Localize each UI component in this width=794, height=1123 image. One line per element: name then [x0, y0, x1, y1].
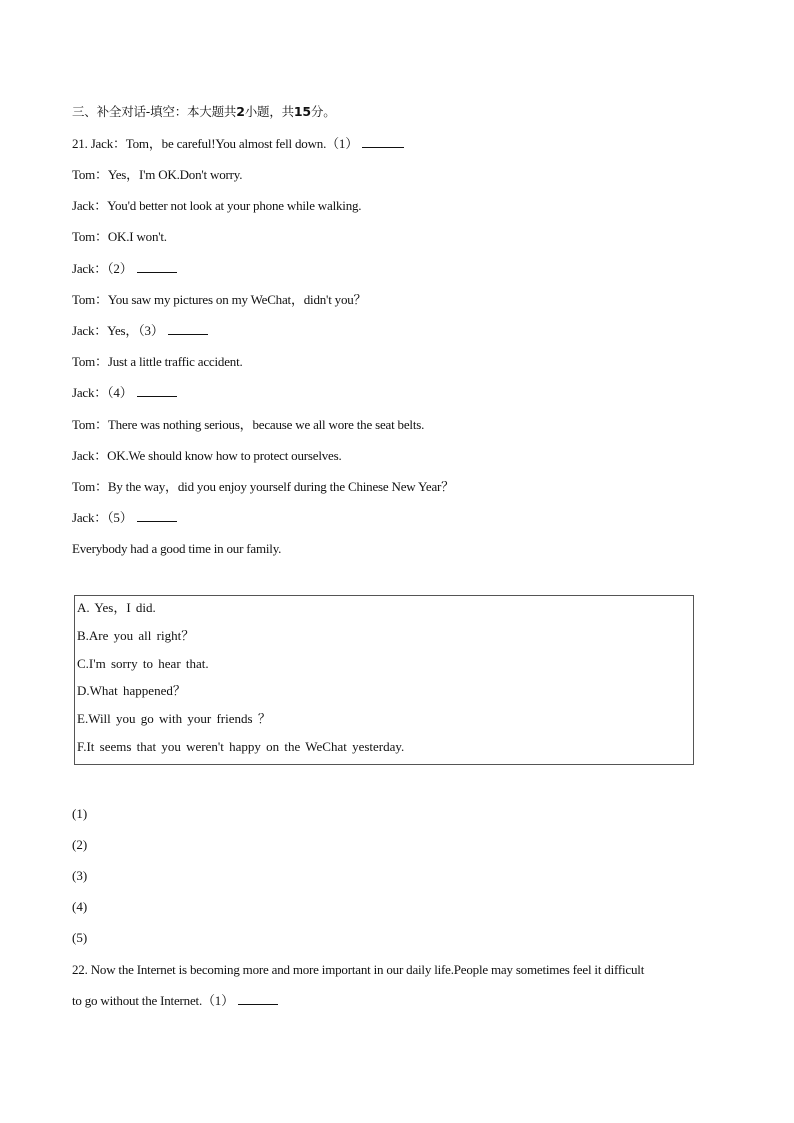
- answer-4[interactable]: (4): [72, 899, 88, 914]
- q22-line-1: 22. Now the Internet is becoming more and more important in our daily life.People may sometimes feel it difficult: [72, 962, 645, 977]
- dialogue-line: [72, 261, 177, 277]
- dialogue-line: [72, 323, 208, 339]
- question-count: 2: [236, 104, 245, 119]
- dialogue-text: Jack：OK.We should know how to protect ourselves.: [72, 448, 342, 463]
- dialogue-line: [72, 198, 361, 214]
- dialogue-line: [72, 354, 243, 370]
- dialogue-text: Jack：（4）: [72, 385, 133, 400]
- section-heading: [72, 104, 336, 120]
- blank-4[interactable]: [137, 385, 177, 397]
- q22-prompt: to go without the Internet.（1）: [72, 993, 234, 1008]
- blank-5[interactable]: [137, 510, 177, 522]
- dialogue-line: [72, 229, 167, 245]
- q22-line-2: [72, 993, 278, 1009]
- q22-blank-1[interactable]: [238, 993, 278, 1005]
- answer-2[interactable]: (2): [72, 837, 88, 852]
- dialogue-text: Jack：Yes，（3）: [72, 323, 164, 338]
- option-d: D.What happened？: [77, 683, 186, 698]
- dialogue-line: [72, 448, 342, 464]
- dialogue-text: Tom：By the way，did you enjoy yourself during the Chinese New Year？: [72, 479, 454, 494]
- option-a: A. Yes，I did.: [77, 600, 156, 615]
- heading-prefix: 三、补全对话-填空：本大题共: [72, 104, 237, 119]
- option-b: B.Are you all right？: [77, 628, 195, 643]
- dialogue-text: Tom：OK.I won't.: [72, 229, 167, 244]
- blank-2[interactable]: [137, 261, 177, 273]
- dialogue-text: Tom：There was nothing serious，because we all wore the seat belts.: [72, 417, 425, 432]
- option-c: C.I'm sorry to hear that.: [77, 656, 209, 671]
- q21-first-line: [72, 136, 404, 152]
- total-points: 15: [293, 104, 311, 119]
- dialogue-text: Jack：You'd better not look at your phone while walking.: [72, 198, 362, 213]
- dialogue-text: Tom：You saw my pictures on my WeChat，didn't you？: [72, 292, 367, 307]
- option-f: F.It seems that you weren't happy on the WeChat yesterday.: [77, 739, 405, 754]
- dialogue-text: Jack：（5）: [72, 510, 133, 525]
- dialogue-line: [72, 417, 424, 433]
- heading-mid: 小题，共: [244, 104, 294, 119]
- q21-prompt: 21. Jack：Tom，be careful!You almost fell down.（1）: [72, 136, 359, 151]
- answer-1[interactable]: (1): [72, 806, 88, 821]
- blank-3[interactable]: [168, 323, 208, 335]
- dialogue-line: [72, 510, 177, 526]
- dialogue-text: Everybody had a good time in our family.: [72, 541, 282, 556]
- dialogue-line: [72, 292, 366, 308]
- dialogue-line: [72, 541, 281, 557]
- option-e: E.Will you go with your friends ？: [77, 711, 271, 726]
- answer-5[interactable]: (5): [72, 930, 88, 945]
- dialogue-text: Tom：Yes，I'm OK.Don't worry.: [72, 167, 243, 182]
- dialogue-line: [72, 479, 454, 495]
- heading-suffix: 分。: [310, 104, 336, 119]
- dialogue-text: Jack：（2）: [72, 261, 133, 276]
- options-box: [74, 595, 694, 765]
- dialogue-line: [72, 167, 242, 183]
- dialogue-text: Tom：Just a little traffic accident.: [72, 354, 243, 369]
- answer-3[interactable]: (3): [72, 868, 88, 883]
- dialogue-line: [72, 385, 177, 401]
- blank-1[interactable]: [362, 136, 404, 148]
